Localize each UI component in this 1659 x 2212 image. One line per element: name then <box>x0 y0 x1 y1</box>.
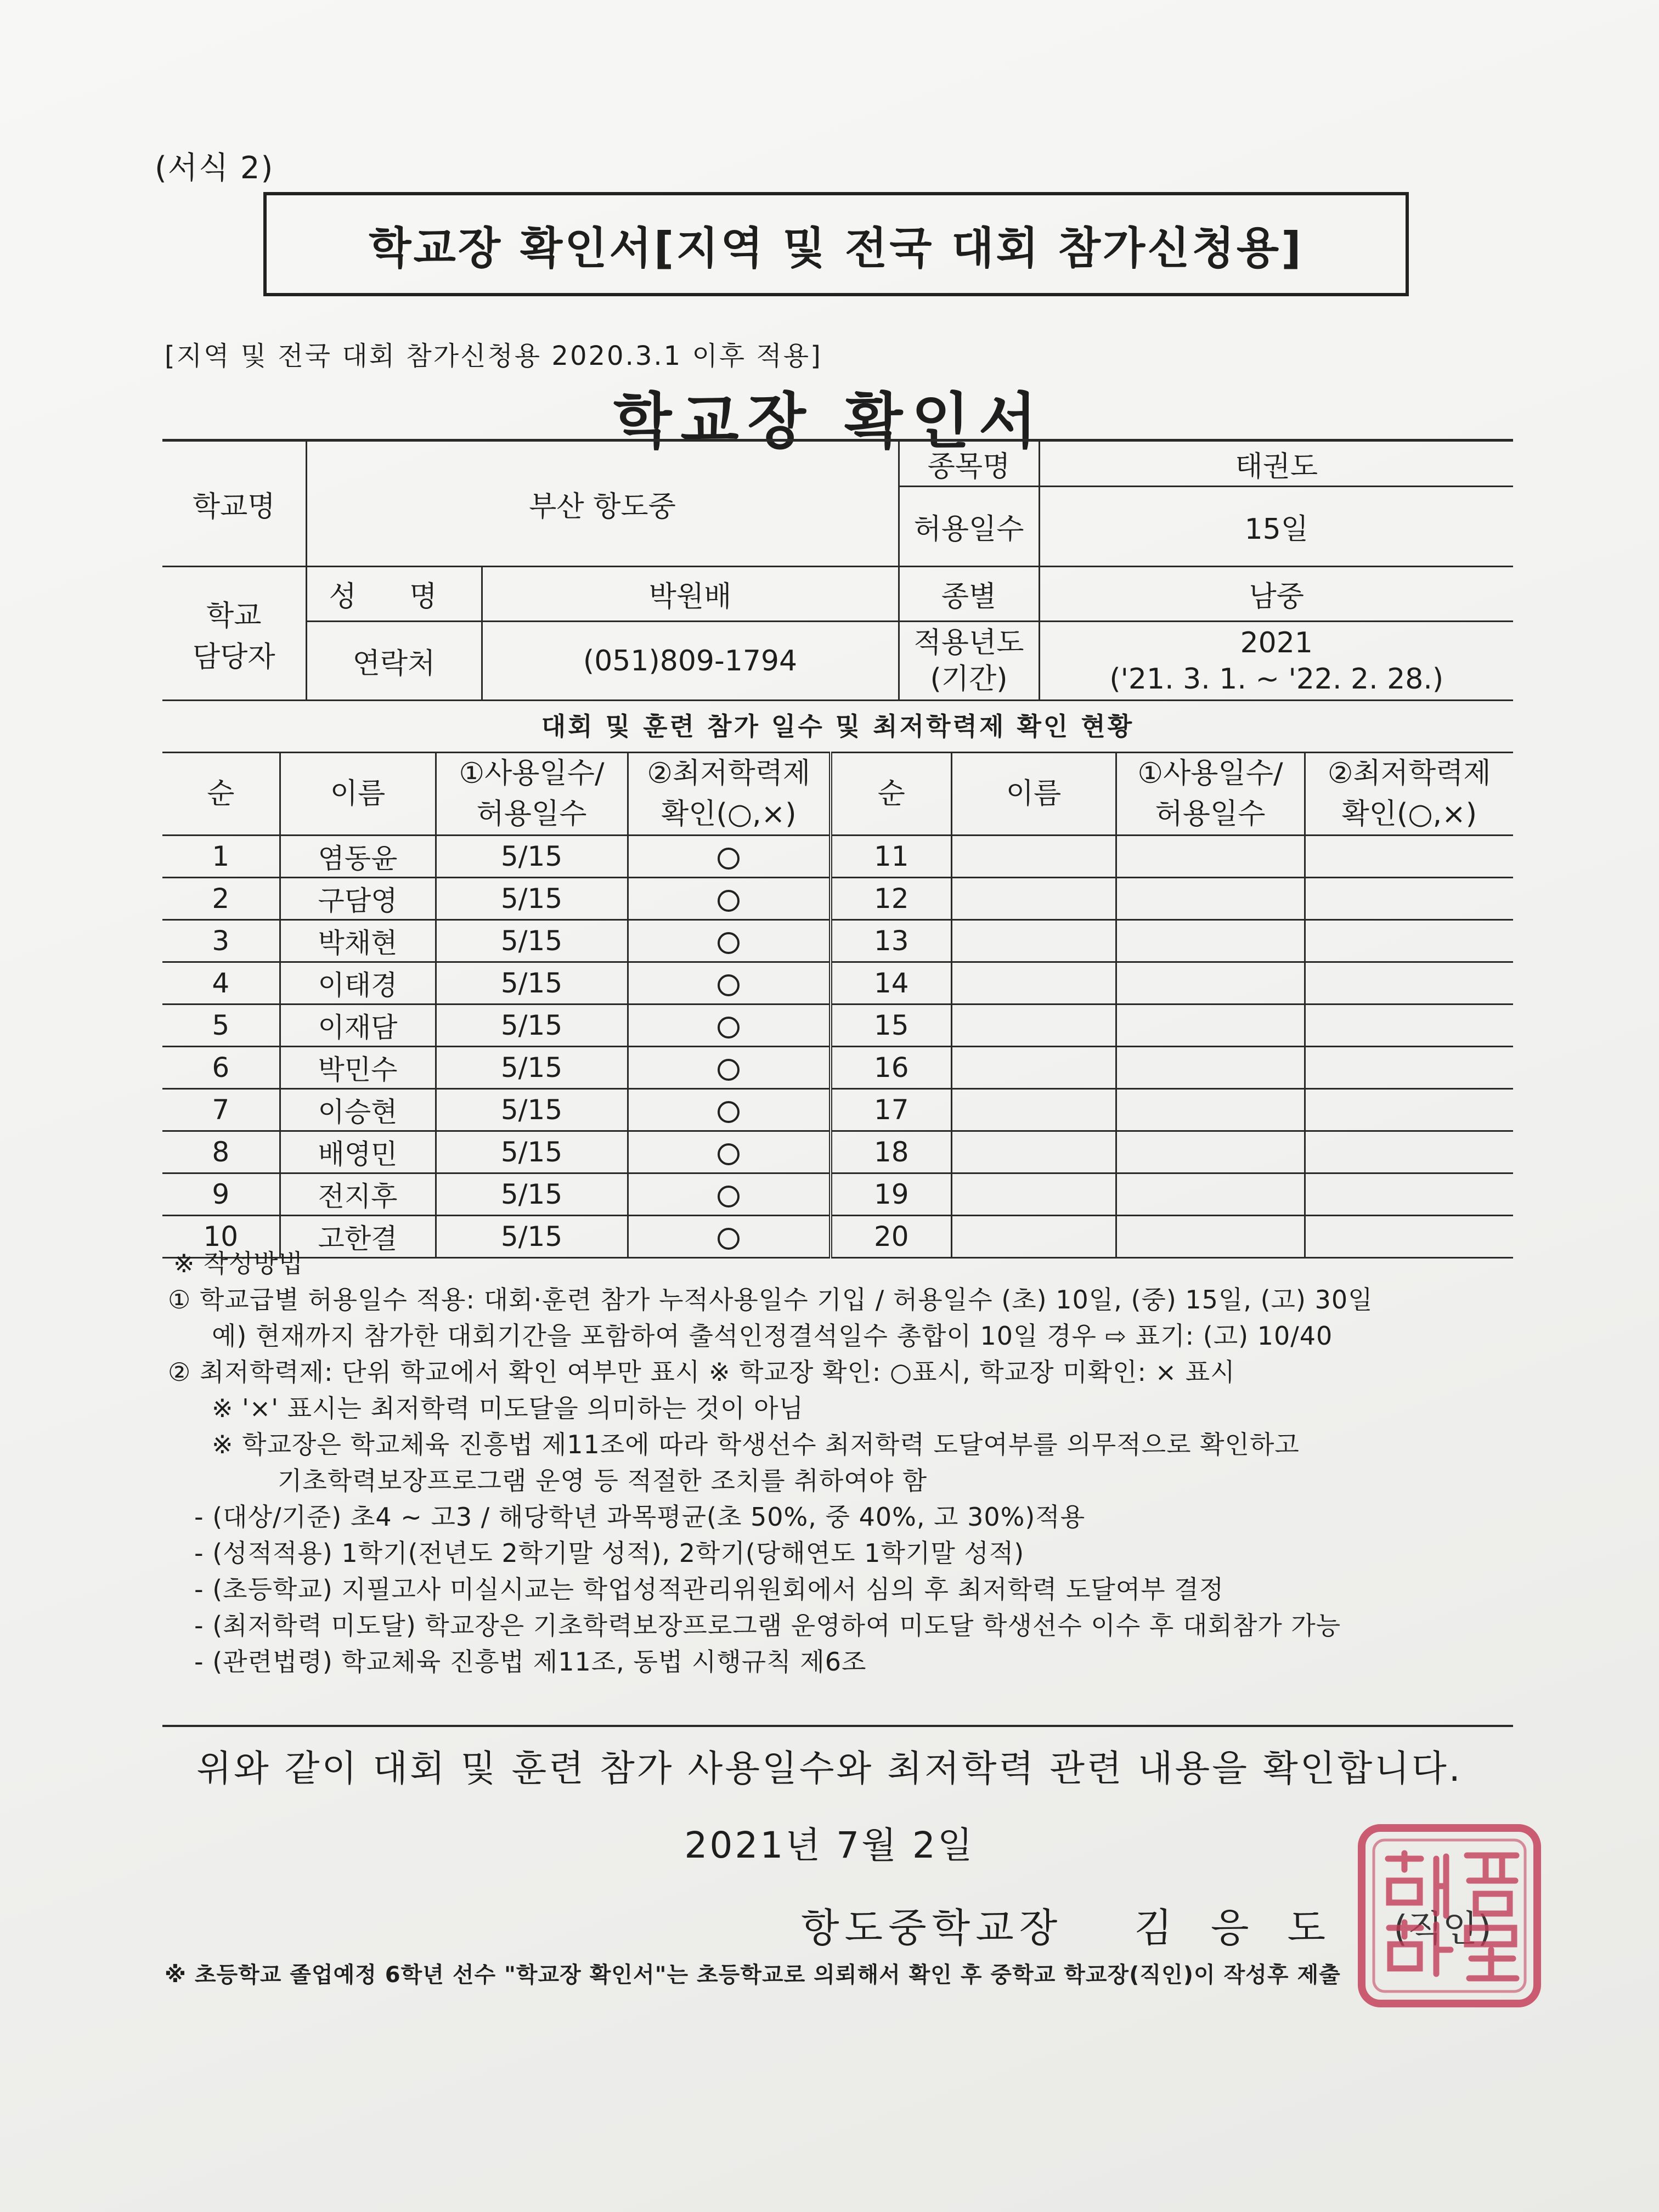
table-row <box>162 836 1513 878</box>
row-check-right <box>1305 962 1513 1005</box>
header-used-days-right: ①사용일수/ 허용일수 <box>1116 753 1305 836</box>
confirmed-circle-mark <box>718 1017 740 1039</box>
row-no: 7 <box>162 1089 280 1131</box>
row-name: 이재담 <box>280 1005 436 1047</box>
header-min-academic: ②최저학력제 확인(○,×) <box>628 753 831 836</box>
row-name: 이태경 <box>280 962 436 1005</box>
divider-line <box>162 1725 1513 1727</box>
principal-name-1: 김 <box>1134 1905 1178 1951</box>
school-info-table <box>162 439 1513 701</box>
confirmed-circle-mark <box>718 1186 740 1207</box>
row-used-days: 5/15 <box>436 1005 628 1047</box>
main-title: 학교장 확인서 <box>613 386 1046 456</box>
row-used-days-right <box>1116 1047 1305 1089</box>
header-min-academic-right: ②최저학력제 확인(○,×) <box>1305 753 1513 836</box>
confirmed-circle-mark <box>718 1143 740 1165</box>
row-check <box>628 1005 831 1047</box>
row-name-right <box>951 920 1116 962</box>
row-check-right <box>1305 920 1513 962</box>
manager-name-value: 박원배 <box>482 567 899 622</box>
official-seal-stamp <box>1354 1820 1545 2011</box>
row-no-right: 19 <box>831 1173 951 1216</box>
row-no: 10 <box>162 1216 280 1258</box>
row-no-right: 11 <box>831 836 951 878</box>
row-name: 이승현 <box>280 1089 436 1131</box>
row-name: 구담영 <box>280 878 436 920</box>
seal-label: (직인) <box>1393 1908 1492 1950</box>
participant-table <box>162 752 1513 1259</box>
contact-value: (051)809-1794 <box>482 622 899 701</box>
criteria-grades: - (성적적용) 1학기(전년도 2학기말 성적), 2학기(당해연도 1학기말 성적) <box>194 1538 1025 1568</box>
row-used-days: 5/15 <box>436 878 628 920</box>
row-used-days: 5/15 <box>436 962 628 1005</box>
row-name: 배영민 <box>280 1131 436 1173</box>
allowed-days-value: 15일 <box>1039 487 1513 567</box>
note-1: ① 학교급별 허용일수 적용: 대회·훈련 참가 누적사용일수 기입 / 허용일수 (초) 10일, (중) 15일, (고) 30일 <box>168 1285 1373 1314</box>
applicability-subheading: [지역 및 전국 대회 참가신청용 2020.3.1 이후 적용] <box>165 341 822 371</box>
row-no-right: 13 <box>831 920 951 962</box>
row-used-days-right <box>1116 1089 1305 1131</box>
row-used-days-right <box>1116 962 1305 1005</box>
row-used-days: 5/15 <box>436 1173 628 1216</box>
criteria-elementary: - (초등학교) 지필고사 미실시교는 학업성적관리위원회에서 심의 후 최저학력 도달여부 결정 <box>194 1575 1224 1604</box>
table-row <box>162 920 1513 962</box>
table-row <box>162 1005 1513 1047</box>
year-label: 적용년도 (기간) <box>899 622 1039 701</box>
document-title-box: 학교장 확인서[지역 및 전국 대회 참가신청용] <box>263 192 1409 296</box>
header-name: 이름 <box>280 753 436 836</box>
principal-title: 항도중학교장 <box>801 1905 1063 1951</box>
row-name-right <box>951 1131 1116 1173</box>
row-used-days: 5/15 <box>436 1131 628 1173</box>
row-check-right <box>1305 878 1513 920</box>
writing-instructions <box>168 1245 1512 1680</box>
year-value: 2021 <box>1240 626 1313 659</box>
row-used-days-right <box>1116 920 1305 962</box>
contact-label: 연락처 <box>306 622 482 701</box>
row-check <box>628 962 831 1005</box>
header-no-right: 순 <box>831 753 951 836</box>
confirmed-circle-mark <box>718 848 740 870</box>
row-name-right <box>951 836 1116 878</box>
row-check-right <box>1305 1131 1513 1173</box>
row-check <box>628 1131 831 1173</box>
period-value: ('21. 3. 1. ~ '22. 2. 28.) <box>1109 662 1444 696</box>
row-no: 6 <box>162 1047 280 1089</box>
row-used-days: 5/15 <box>436 836 628 878</box>
row-name-right <box>951 1047 1116 1089</box>
row-no-right: 12 <box>831 878 951 920</box>
school-name-label: 학교명 <box>162 441 306 567</box>
year-cell <box>1039 622 1513 701</box>
form-number-label: (서식 2) <box>155 150 274 186</box>
confirmed-circle-mark <box>718 974 740 996</box>
table-row <box>162 1089 1513 1131</box>
row-no: 1 <box>162 836 280 878</box>
row-check-right <box>1305 1173 1513 1216</box>
notes-heading: ※ 작성방법 <box>173 1249 303 1278</box>
note-1-example: 예) 현재까지 참가한 대회기간을 포함하여 출석인정결석일수 총합이 10일 경우 ⇨ 표기: (고) 10/40 <box>212 1321 1333 1351</box>
confirmation-statement: 위와 같이 대회 및 훈련 참가 사용일수와 최저학력 관련 내용을 확인합니다. <box>196 1747 1463 1790</box>
table-row <box>162 1047 1513 1089</box>
row-used-days-right <box>1116 1005 1305 1047</box>
row-no-right: 14 <box>831 962 951 1005</box>
row-name-right <box>951 1005 1116 1047</box>
row-used-days-right <box>1116 1131 1305 1173</box>
row-used-days: 5/15 <box>436 1089 628 1131</box>
confirmed-circle-mark <box>718 890 740 912</box>
gender-label: 종별 <box>899 567 1039 622</box>
row-name: 전지후 <box>280 1173 436 1216</box>
row-no-right: 20 <box>831 1216 951 1258</box>
row-check <box>628 1173 831 1216</box>
manager-label: 학교 담당자 <box>162 567 306 701</box>
row-name: 박민수 <box>280 1047 436 1089</box>
table-row <box>162 962 1513 1005</box>
table-row <box>162 1173 1513 1216</box>
row-check <box>628 920 831 962</box>
row-check-right <box>1305 1089 1513 1131</box>
row-no: 4 <box>162 962 280 1005</box>
row-used-days-right <box>1116 836 1305 878</box>
criteria-law: - (관련법령) 학교체육 진흥법 제11조, 동법 시행규칙 제6조 <box>194 1647 867 1677</box>
principal-name-2: 응 <box>1210 1905 1255 1951</box>
criteria-not-reached: - (최저학력 미도달) 학교장은 기초학력보장프로그램 운영하여 미도달 학생선수 이수 후 대회참가 가능 <box>194 1611 1341 1640</box>
note-2-b-continued: 기초학력보장프로그램 운영 등 적절한 조치를 취하여야 함 <box>278 1466 928 1496</box>
event-label: 종목명 <box>899 441 1039 487</box>
row-check <box>628 1089 831 1131</box>
allowed-days-label: 허용일수 <box>899 487 1039 567</box>
row-check-right <box>1305 836 1513 878</box>
row-no-right: 18 <box>831 1131 951 1173</box>
confirmed-circle-mark <box>718 1101 740 1123</box>
header-used-days: ①사용일수/ 허용일수 <box>436 753 628 836</box>
row-name-right <box>951 1089 1116 1131</box>
row-used-days: 5/15 <box>436 920 628 962</box>
criteria-target: - (대상/기준) 초4 ~ 고3 / 해당학년 과목평균(초 50%, 중 40%, 고 30%)적용 <box>194 1502 1086 1532</box>
gender-value: 남중 <box>1039 567 1513 622</box>
table-row <box>162 1131 1513 1173</box>
row-check <box>628 1047 831 1089</box>
row-name: 고한결 <box>280 1216 436 1258</box>
row-check <box>628 836 831 878</box>
row-name: 박채현 <box>280 920 436 962</box>
table-row <box>162 878 1513 920</box>
confirmed-circle-mark <box>718 1059 740 1081</box>
row-no: 5 <box>162 1005 280 1047</box>
footnote: ※ 초등학교 졸업예정 6학년 선수 "학교장 확인서"는 초등학교로 의뢰해서 확인 후 중학교 학교장(직인)이 작성후 제출 <box>165 1962 1341 1988</box>
row-no-right: 15 <box>831 1005 951 1047</box>
row-name-right <box>951 1173 1116 1216</box>
note-2-a: ※ '×' 표시는 최저학력 미도달을 의미하는 것이 아님 <box>212 1393 804 1423</box>
row-used-days-right <box>1116 878 1305 920</box>
event-value: 태권도 <box>1039 441 1513 487</box>
manager-name-label: 성 명 <box>306 567 482 622</box>
principal-signature <box>801 1896 1331 1953</box>
row-used-days-right <box>1116 1173 1305 1216</box>
note-2: ② 최저학력제: 단위 학교에서 확인 여부만 표시 ※ 학교장 확인: ○표시, 학교장 미확인: × 표시 <box>168 1357 1235 1387</box>
school-name-value: 부산 항도중 <box>306 441 899 567</box>
row-check-right <box>1305 1005 1513 1047</box>
issue-date: 2021년 7월 2일 <box>684 1824 975 1866</box>
row-no: 9 <box>162 1173 280 1216</box>
status-section-title: 대회 및 훈련 참가 일수 및 최저학력제 확인 현황 <box>541 712 1135 741</box>
row-no: 3 <box>162 920 280 962</box>
row-used-days: 5/15 <box>436 1216 628 1258</box>
row-name-right <box>951 878 1116 920</box>
principal-name-3: 도 <box>1287 1905 1331 1951</box>
row-name-right <box>951 962 1116 1005</box>
row-no: 2 <box>162 878 280 920</box>
row-check <box>628 878 831 920</box>
header-name-right: 이름 <box>951 753 1116 836</box>
row-used-days: 5/15 <box>436 1047 628 1089</box>
row-no: 8 <box>162 1131 280 1173</box>
row-no-right: 16 <box>831 1047 951 1089</box>
confirmed-circle-mark <box>718 932 740 954</box>
row-check-right <box>1305 1047 1513 1089</box>
row-name: 염동윤 <box>280 836 436 878</box>
row-no-right: 17 <box>831 1089 951 1131</box>
note-2-b: ※ 학교장은 학교체육 진흥법 제11조에 따라 학생선수 최저학력 도달여부를 의무적으로 확인하고 <box>212 1430 1300 1459</box>
header-no: 순 <box>162 753 280 836</box>
